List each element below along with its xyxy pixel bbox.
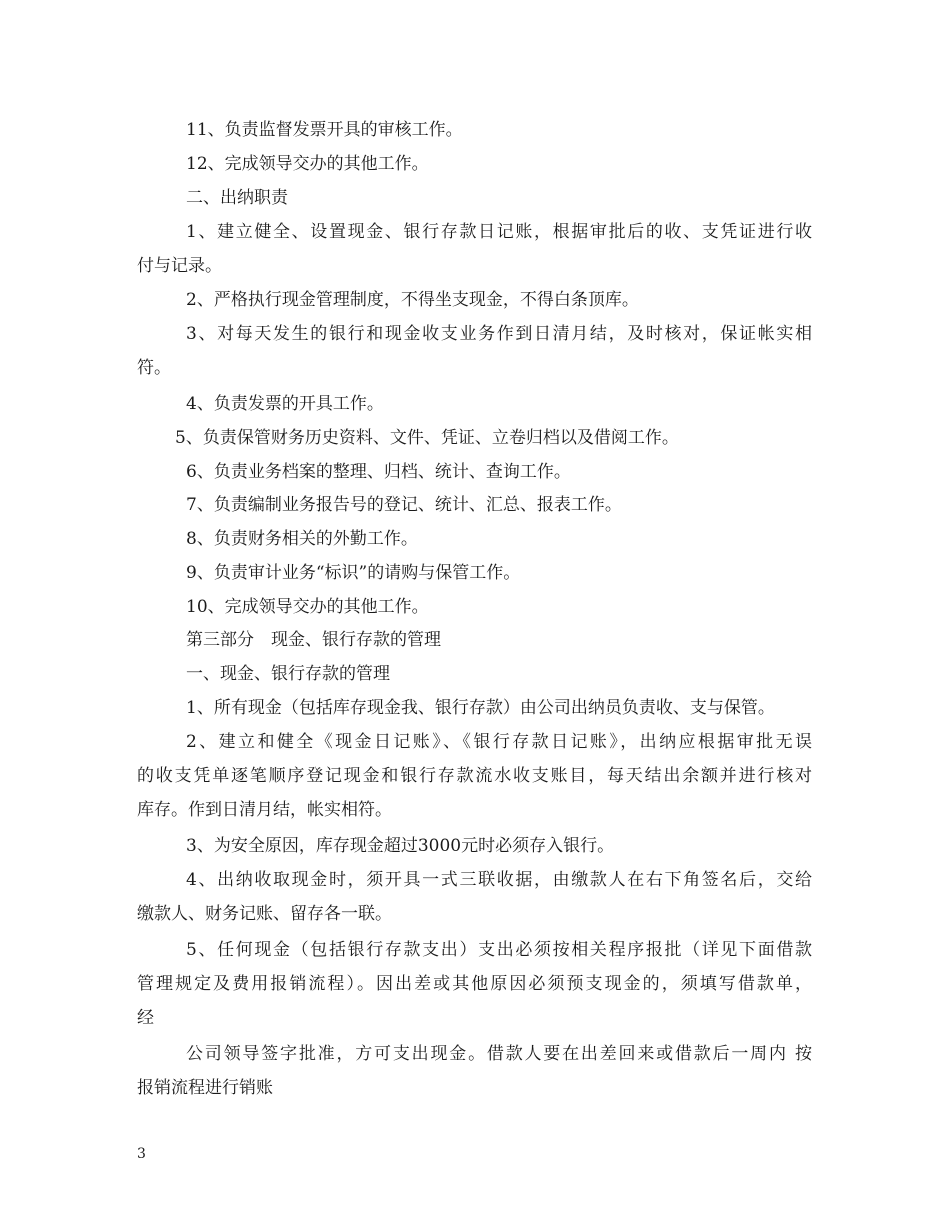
paragraph-line: 5、负责保管财务历史资料、文件、凭证、立卷归档以及借阅工作。	[175, 428, 679, 448]
paragraph-line: 7、负责编制业务报告号的登记、统计、汇总、报表工作。	[186, 495, 622, 515]
paragraph-line: 报销流程进行销账	[137, 1078, 273, 1098]
paragraph-line: 4、出纳收取现金时，须开具一式三联收据，由缴款人在右下角签名后，交给	[186, 870, 812, 890]
paragraph-line: 的收支凭单逐笔顺序登记现金和银行存款流水收支账目，每天结出余额并进行核对	[137, 766, 812, 786]
paragraph-line: 2、严格执行现金管理制度，不得坐支现金，不得白条顶库。	[186, 290, 639, 310]
paragraph-line: 9、负责审计业务“标识”的请购与保管工作。	[186, 563, 521, 583]
section-heading: 二、出纳职责	[186, 188, 288, 208]
paragraph-line: 1、建立健全、设置现金、银行存款日记账，根据审批后的收、支凭证进行收	[186, 222, 812, 242]
paragraph-line: 10、完成领导交办的其他工作。	[186, 597, 429, 617]
paragraph-line: 经	[137, 1008, 154, 1028]
page-number: 3	[137, 1146, 146, 1162]
paragraph-line: 公司领导签字批准，方可支出现金。借款人要在出差回来或借款后一周内 按	[186, 1044, 812, 1064]
paragraph-line: 3、为安全原因，库存现金超过3000元时必须存入银行。	[186, 836, 615, 856]
part-heading: 第三部分 现金、银行存款的管理	[186, 630, 441, 650]
section-heading: 一、现金、银行存款的管理	[186, 664, 390, 684]
paragraph-line: 6、负责业务档案的整理、归档、统计、查询工作。	[186, 462, 571, 482]
paragraph-line: 2、建立和健全《现金日记账》、《银行存款日记账》，出纳应根据审批无误	[186, 732, 812, 752]
paragraph-line: 缴款人、财务记账、留存各一联。	[137, 904, 392, 924]
paragraph-line: 4、负责发票的开具工作。	[186, 394, 384, 414]
paragraph-line: 3、对每天发生的银行和现金收支业务作到日清月结，及时核对，保证帐实相	[186, 324, 812, 344]
paragraph-line: 符。	[137, 358, 171, 378]
paragraph-line: 12、完成领导交办的其他工作。	[186, 154, 429, 174]
paragraph-line: 11、负责监督发票开具的审核工作。	[186, 120, 463, 140]
paragraph-line: 库存。作到日清月结，帐实相符。	[137, 800, 392, 820]
paragraph-line: 管理规定及费用报销流程）。因出差或其他原因必须预支现金的，须填写借款单，	[137, 974, 812, 994]
paragraph-line: 1、所有现金（包括库存现金我、银行存款）由公司出纳员负责收、支与保管。	[186, 698, 775, 718]
paragraph-line: 8、负责财务相关的外勤工作。	[186, 529, 418, 549]
paragraph-line: 5、任何现金（包括银行存款支出）支出必须按相关程序报批（详见下面借款	[186, 940, 812, 960]
paragraph-line: 付与记录。	[137, 256, 222, 276]
